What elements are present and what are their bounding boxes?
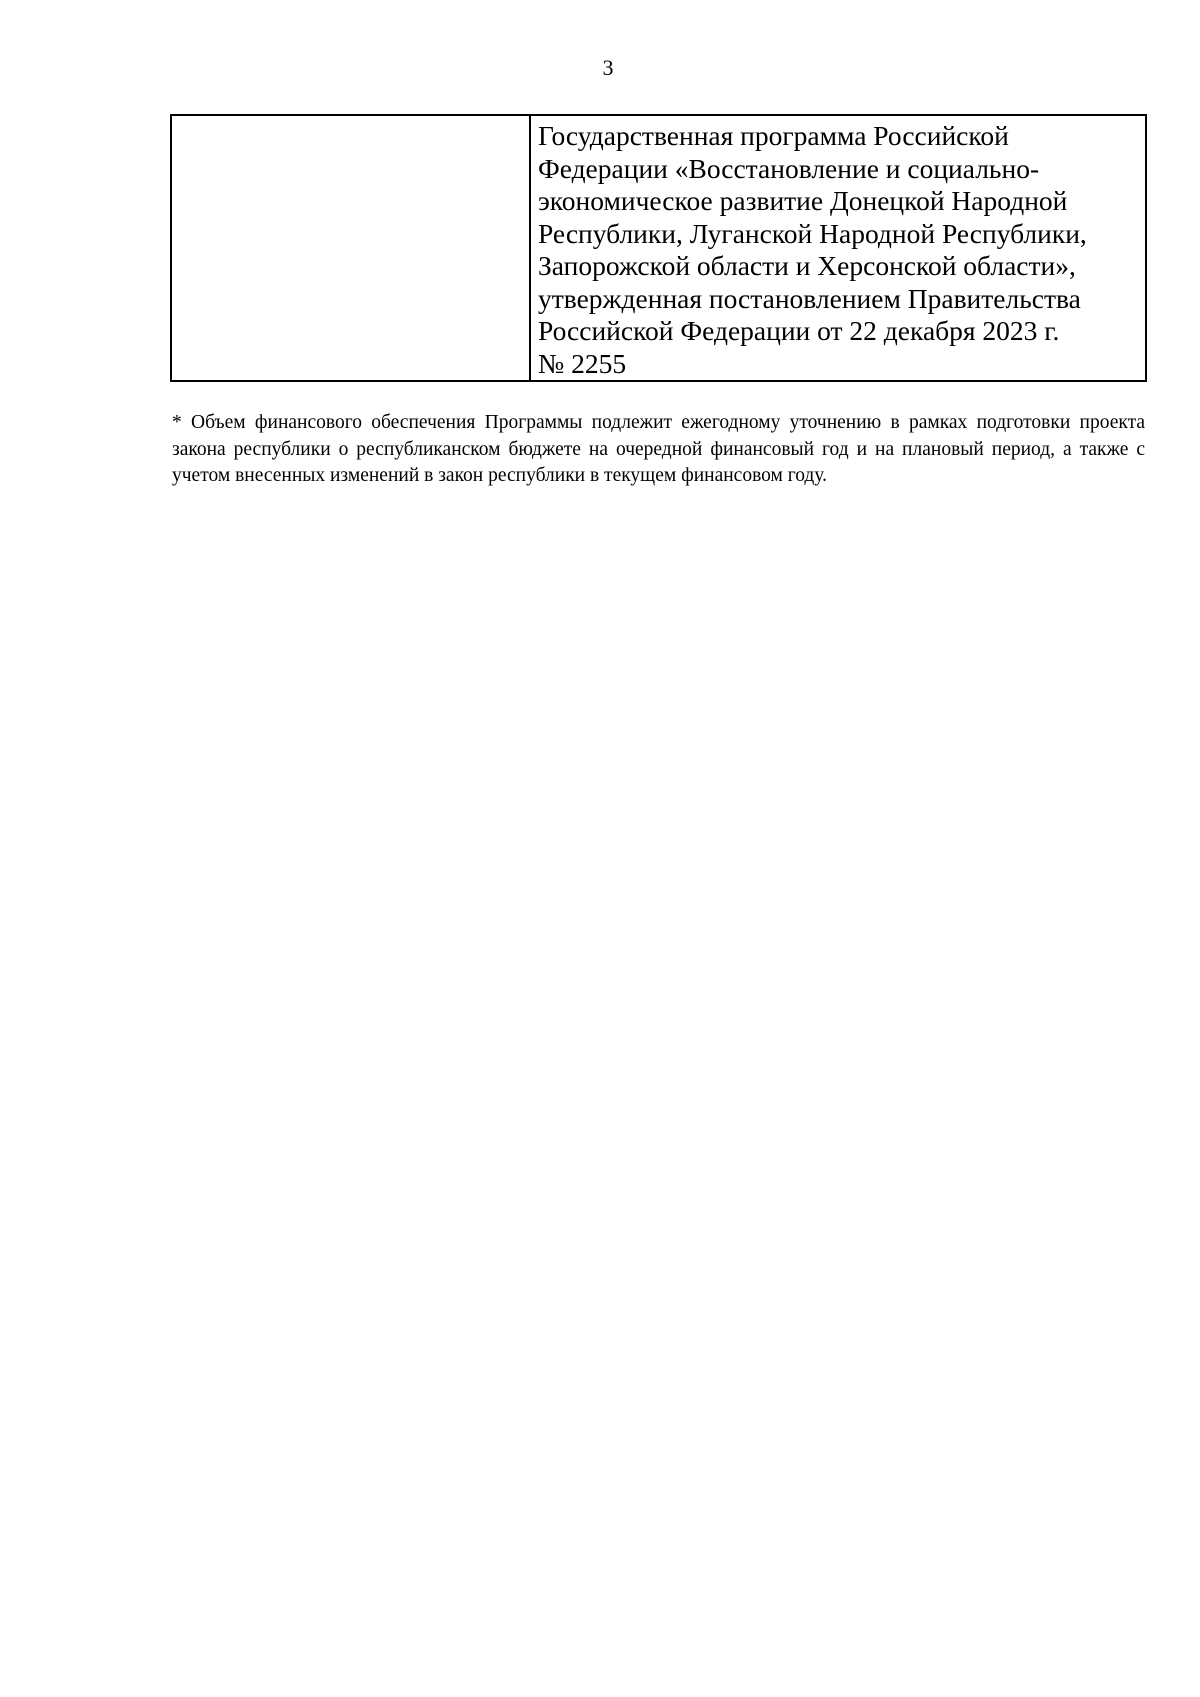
table-cell-program-description: Государственная программа Российской Федерации «Восстановление и социально- экономическое развитие Донецкой Народной Республики, Луганской Народной Республики, Запорожской области и Херсонской области», утвержденная постановлением Правительства Российской Федерации от 22 декабря 2023 г. № 2255 — [530, 115, 1146, 381]
table-row — [171, 115, 1146, 381]
table-cell-empty — [171, 115, 530, 381]
page-number: 3 — [602, 55, 614, 80]
footnote: * Объем финансового обеспечения Программы подлежит ежегодному уточнению в рамках подготовки проекта закона республики о республиканском бюджете на очередной финансовый год и на плановый период, а также с учетом внесенных изменений в закон республики в текущем финансовом году. — [172, 412, 1145, 486]
program-table — [170, 114, 1147, 382]
